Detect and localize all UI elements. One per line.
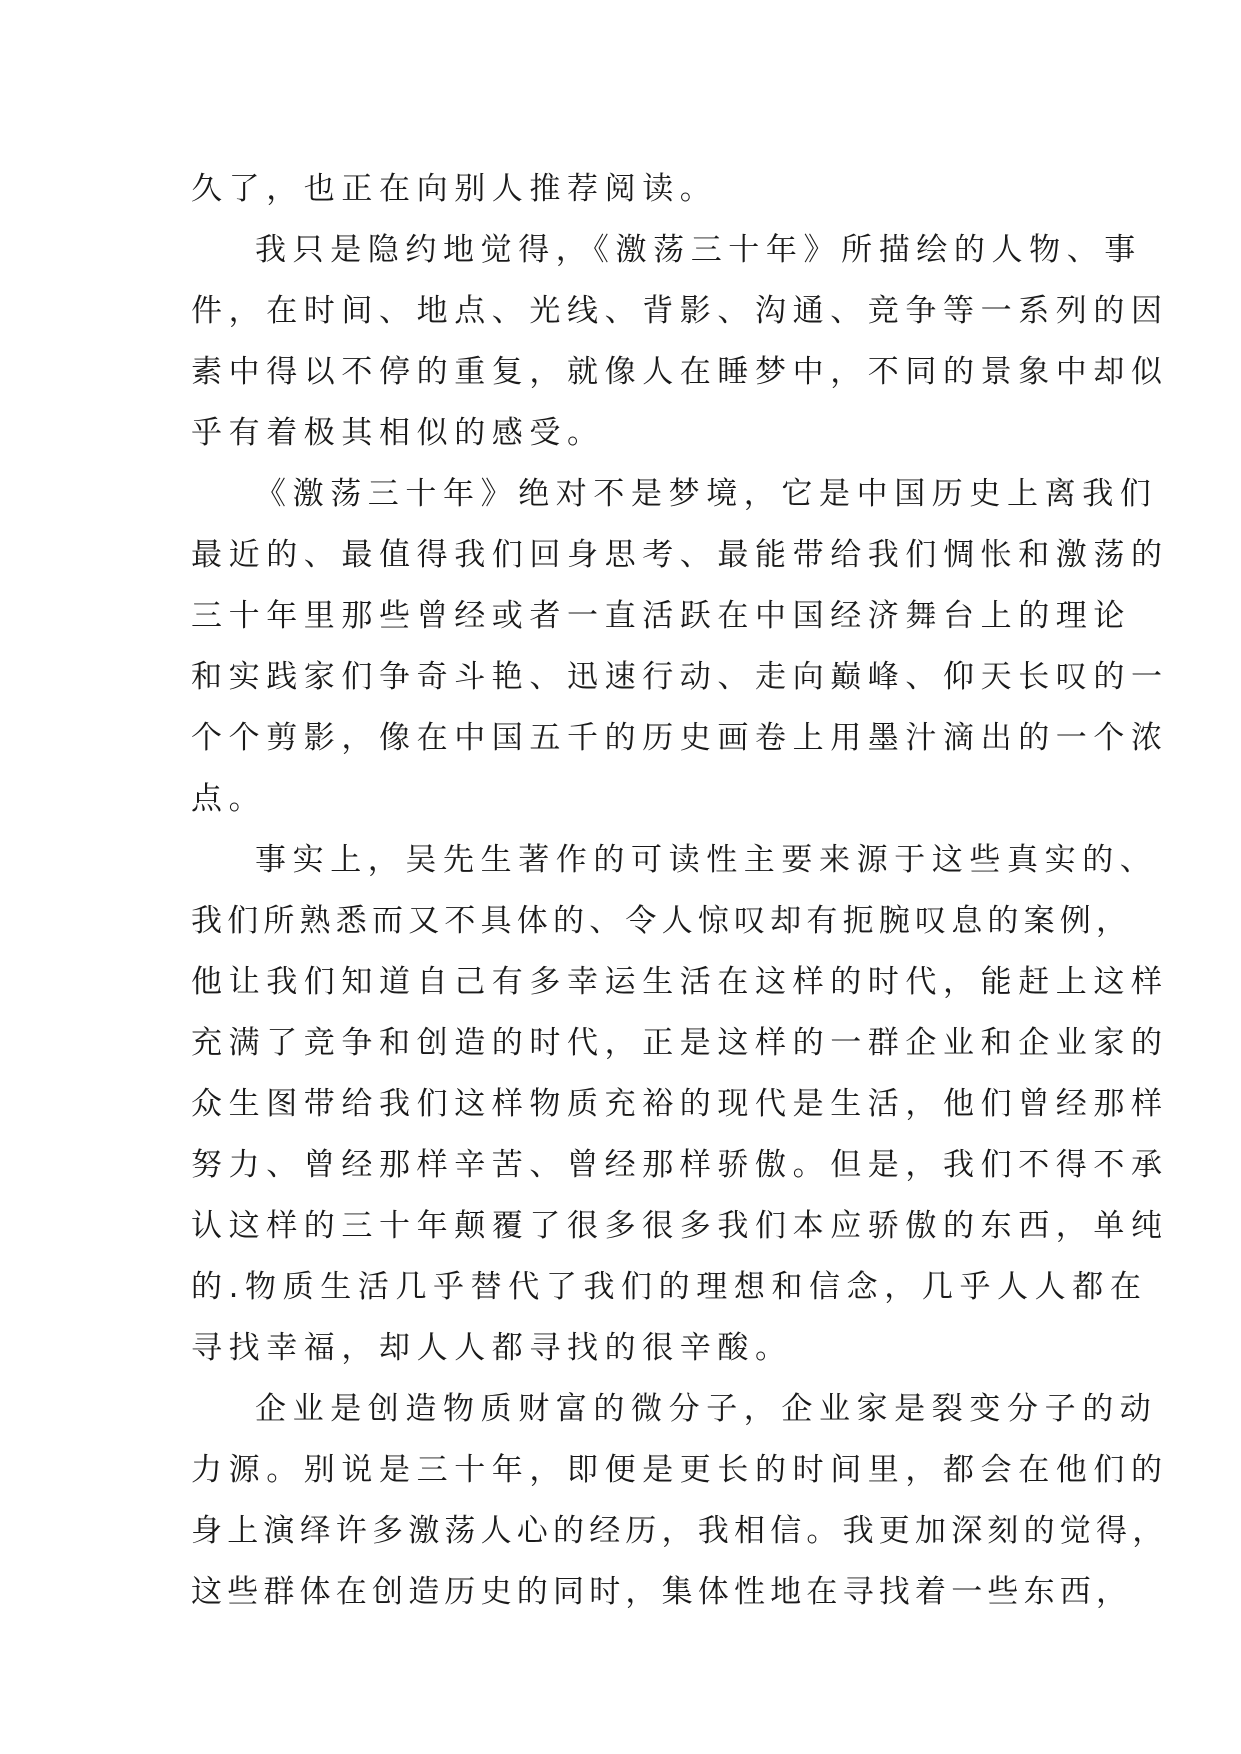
text-line: 素中得以不停的重复，就像人在睡梦中，不同的景象中却似 <box>191 354 1169 390</box>
text-line: 的.物质生活几乎替代了我们的理想和信念，几乎人人都在 <box>191 1269 1148 1305</box>
text-line: 我们所熟悉而又不具体的、令人惊叹却有扼腕叹息的案例， <box>191 903 1133 939</box>
paragraph-first-line: 我只是隐约地觉得，《激荡三十年》所描绘的人物、事 <box>255 232 1142 268</box>
text-line: 认这样的三十年颠覆了很多很多我们本应骄傲的东西，单纯 <box>191 1208 1169 1244</box>
text-line: 件，在时间、地点、光线、背影、沟通、竞争等一系列的因 <box>191 293 1169 329</box>
text-line: 最近的、最值得我们回身思考、最能带给我们惆怅和激荡的 <box>191 537 1169 573</box>
text-line: 和实践家们争奇斗艳、迅速行动、走向巅峰、仰天长叹的一 <box>191 659 1169 695</box>
text-line: 寻找幸福，却人人都寻找的很辛酸。 <box>191 1330 793 1366</box>
text-line: 个个剪影，像在中国五千的历史画卷上用墨汁滴出的一个浓 <box>191 720 1169 756</box>
text-line: 他让我们知道自己有多幸运生活在这样的时代，能赶上这样 <box>191 964 1169 1000</box>
paragraph-first-line: 企业是创造物质财富的微分子，企业家是裂变分子的动 <box>255 1391 1158 1427</box>
body-text <box>191 159 1169 1623</box>
text-line: 点。 <box>191 781 267 817</box>
paragraph-first-line: 事实上，吴先生著作的可读性主要来源于这些真实的、 <box>255 842 1158 878</box>
text-line: 充满了竞争和创造的时代，正是这样的一群企业和企业家的 <box>191 1025 1169 1061</box>
text-line: 众生图带给我们这样物质充裕的现代是生活，他们曾经那样 <box>191 1086 1169 1122</box>
text-line: 乎有着极其相似的感受。 <box>191 415 605 451</box>
text-line: 三十年里那些曾经或者一直活跃在中国经济舞台上的理论 <box>191 598 1131 634</box>
text-line: 身上演绎许多激荡人心的经历，我相信。我更加深刻的觉得， <box>191 1513 1169 1549</box>
text-line: 久了，也正在向别人推荐阅读。 <box>191 171 718 207</box>
text-line: 力源。别说是三十年，即便是更长的时间里，都会在他们的 <box>191 1452 1169 1488</box>
text-line: 这些群体在创造历史的同时，集体性地在寻找着一些东西， <box>191 1574 1133 1610</box>
text-line: 努力、曾经那样辛苦、曾经那样骄傲。但是，我们不得不承 <box>191 1147 1169 1183</box>
paragraph-first-line: 《激荡三十年》绝对不是梦境，它是中国历史上离我们 <box>255 476 1158 512</box>
